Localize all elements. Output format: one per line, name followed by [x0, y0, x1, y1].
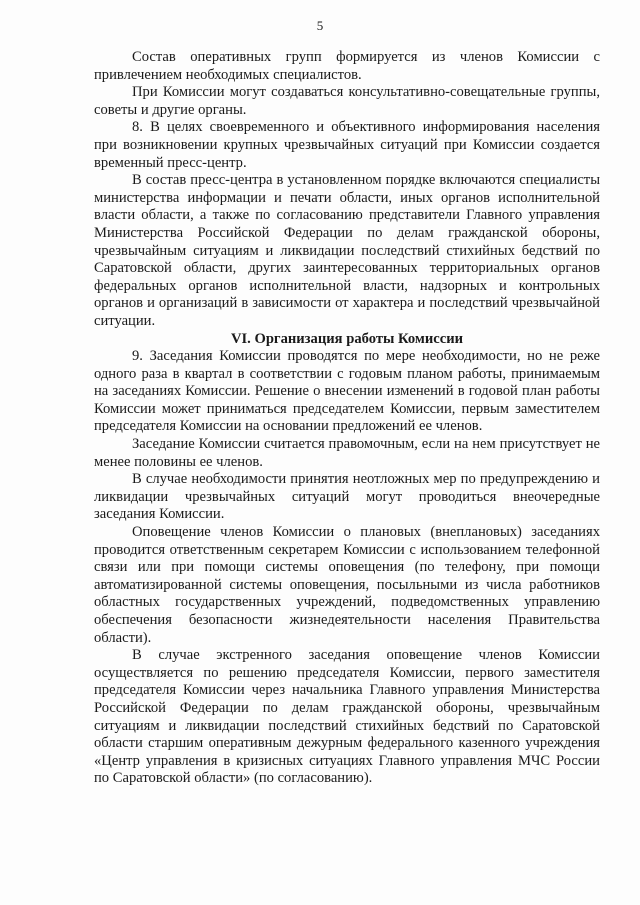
document-body [94, 49, 600, 788]
paragraph: При Комиссии могут создаваться консультативно-совещательные группы, советы и другие органы. [94, 84, 600, 118]
paragraph: 8. В целях своевременного и объективного информирования населения при возникновении крупных чрезвычайных ситуаций при Комиссии создается временный пресс-центр. [94, 119, 600, 171]
paragraph: Состав оперативных групп формируется из членов Комиссии с привлечением необходимых специалистов. [94, 49, 600, 83]
paragraph: В случае необходимости принятия неотложных мер по предупреждению и ликвидации чрезвычайных ситуаций могут проводиться внеочередные заседания Комиссии. [94, 471, 600, 523]
section-heading: VI. Организация работы Комиссии [230, 330, 464, 347]
page-number: 5 [316, 18, 324, 33]
paragraph: 9. Заседания Комиссии проводятся по мере необходимости, но не реже одного раза в квартал в соответствии с годовым планом работы, принимаемым на заседаниях Комиссии. Решение о внесении изменений в годовой план работы Комиссии может приниматься председателем Комиссии, первым заместителем председателя Комиссии на основании предложений ее членов. [94, 348, 600, 435]
paragraph: Оповещение членов Комиссии о плановых (внеплановых) заседаниях проводится ответственным секретарем Комиссии с использованием телефонной связи или при помощи системы оповещения (по телефону, при помощи автоматизированной системы оповещения, посыльными из числа работников областных государственных учреждений, подведомственных управлению обеспечения безопасности жизнедеятельности населения Правительства области). [94, 524, 600, 646]
paragraph: В состав пресс-центра в установленном порядке включаются специалисты министерства информации и печати области, иных органов исполнительной власти области, а также по согласованию представители Главного управления Министерства Российской Федерации по делам гражданской обороны, чрезвычайным ситуациям и ликвидации последствий стихийных бедствий по Саратовской области, других заинтересованных территориальных органов федеральных органов исполнительной власти, надзорных и контрольных органов и организаций в зависимости от характера и последствий чрезвычайной ситуации. [94, 172, 600, 329]
paragraph: В случае экстренного заседания оповещение членов Комиссии осуществляется по решению председателя Комиссии, первого заместителя председателя Комиссии через начальника Главного управления Министерства Российской Федерации по делам гражданской обороны, чрезвычайным ситуациям и ликвидации последствий стихийных бедствий по Саратовской области старшим оперативным дежурным федерального казенного учреждения «Центр управления в кризисных ситуациях Главного управления МЧС России по Саратовской области» (по согласованию). [94, 647, 600, 787]
paragraph: Заседание Комиссии считается правомочным, если на нем присутствует не менее половины ее членов. [94, 436, 600, 470]
